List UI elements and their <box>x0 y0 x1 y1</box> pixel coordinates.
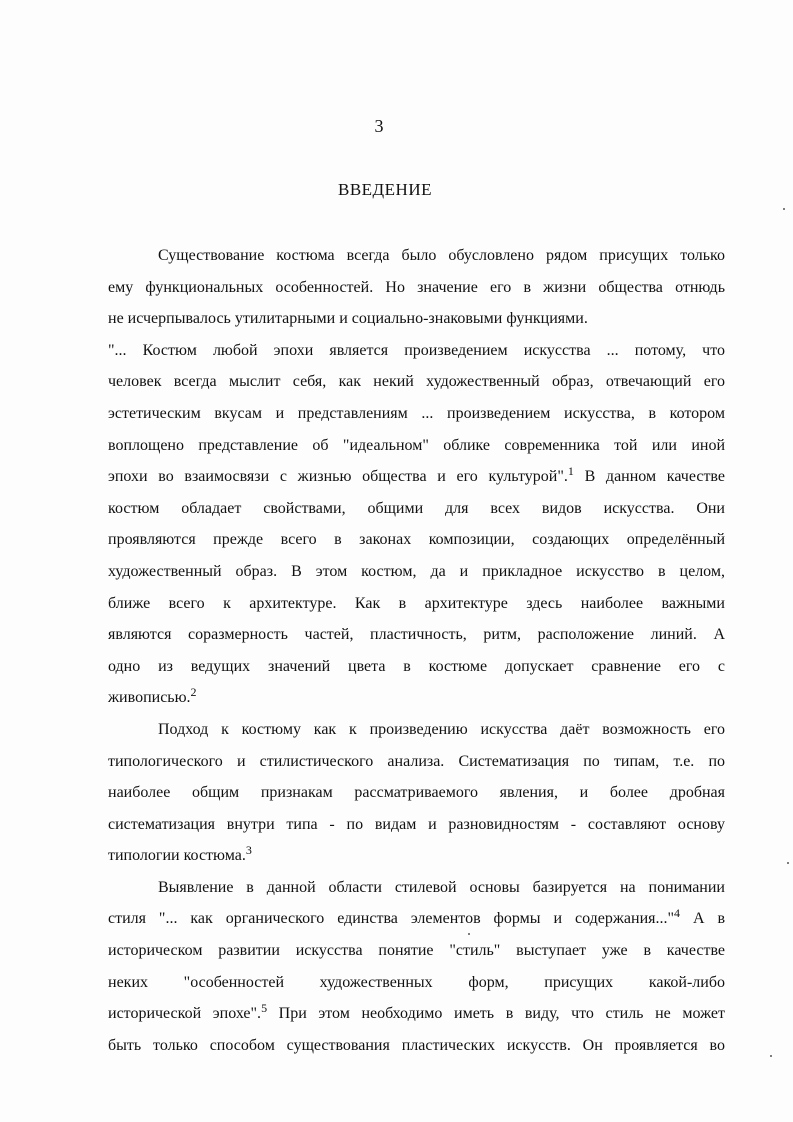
text-line: систематизация внутри типа - по видам и разновидностям - составляют основу <box>108 815 725 833</box>
text-line: эпохи во взаимосвязи с жизнью общества и его культурой".$^1$ В данном качестве <box>108 464 725 486</box>
text-line: ему функциональных особенностей. Но значение его в жизни общества отнюдь <box>108 278 725 296</box>
scan-speck <box>468 933 470 935</box>
text-line: не исчерпывалось утилитарными и социально-знаковыми функциями. <box>108 310 588 328</box>
text-line: художественный образ. В этом костюм, да и прикладное искусство в целом, <box>108 562 725 580</box>
text-line: типологии костюма.$^3$ <box>108 843 252 865</box>
footnote-ref: 3 <box>245 843 252 858</box>
text-line: воплощено представление об "идеальном" облике современника той или иной <box>108 436 725 454</box>
text-line: типологического и стилистического анализа. Систематизация по типам, т.е. по <box>108 752 725 770</box>
text-line: человек всегда мыслит себя, как некий художественный образ, отвечающий его <box>108 373 725 391</box>
text-line: неких "особенностей художественных форм, присущих какой-либо <box>108 973 725 991</box>
text-line: эстетическим вкусам и представлениям ... произведением искусства, в котором <box>108 404 725 422</box>
page-number: 3 <box>374 116 384 136</box>
section-heading: ВВЕДЕНИЕ <box>338 180 432 199</box>
text-line: историческом развитии искусства понятие "стиль" выступает уже в качестве <box>108 942 725 960</box>
text-line: Выявление в данной области стилевой основы базируется на понимании <box>158 878 725 896</box>
text-line: стиля "... как органического единства элементов формы и содержания..."$^4$ А в <box>108 906 725 928</box>
scan-speck <box>787 862 789 864</box>
text-line: живописью.$^2$ <box>108 685 197 707</box>
text-line: быть только способом существования пластических искусств. Он проявляется во <box>108 1036 725 1054</box>
text-line: Существование костюма всегда было обусловлено рядом присущих только <box>158 247 725 264</box>
text-line: являются соразмерность частей, пластичность, ритм, расположение линий. А <box>108 626 725 644</box>
text-line: одно из ведущих значений цвета в костюме допускает сравнение его с <box>108 657 725 675</box>
footnote-ref: 1 <box>567 464 574 479</box>
text-line: исторической эпохе".$^5$ При этом необходимо иметь в виду, что стиль не может <box>108 1001 726 1023</box>
text-line: наиболее общим признакам рассматриваемого явления, и более дробная <box>108 784 725 802</box>
text-line: "... Костюм любой эпохи является произведением искусства ... потому, что <box>108 341 725 359</box>
footnote-ref: 5 <box>261 1001 268 1016</box>
footnote-ref: 4 <box>674 906 681 921</box>
scan-speck <box>783 208 785 210</box>
footnote-ref: 2 <box>190 685 197 700</box>
scan-speck <box>770 1055 772 1057</box>
text-line: ближе всего к архитектуре. Как в архитектуре здесь наиболее важными <box>108 594 725 612</box>
text-line: Подход к костюму как к произведению искусства даёт возможность его <box>158 720 725 738</box>
body-text <box>108 240 725 1061</box>
text-line: проявляются прежде всего в законах композиции, создающих определённый <box>108 531 725 549</box>
text-line: костюм обладает свойствами, общими для всех видов искусства. Они <box>108 499 725 517</box>
